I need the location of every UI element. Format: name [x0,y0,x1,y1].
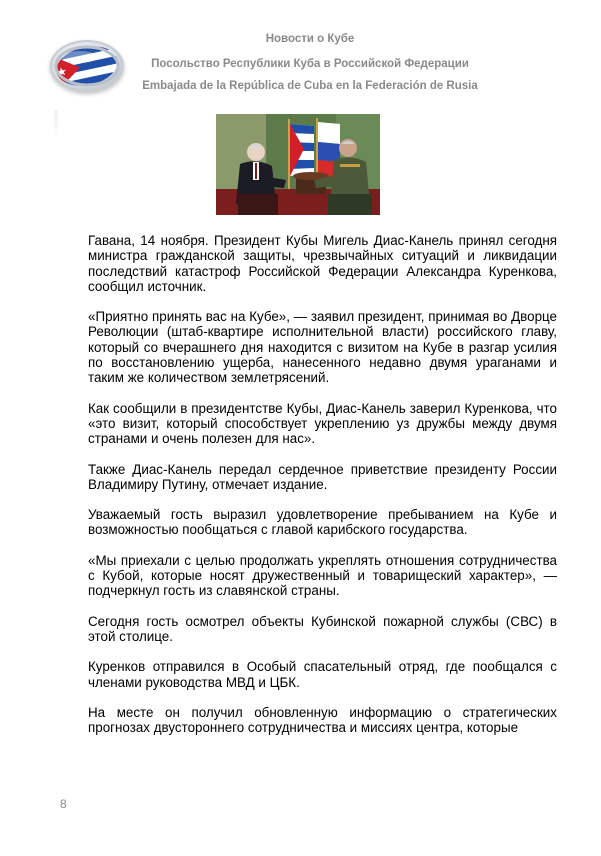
article-paragraph: Уважаемый гость выразил удовлетворение пребыванием на Кубе и возможностью пообщаться с главой карибского государства. [88,507,557,538]
header-embassy-ru: Посольство Республики Куба в Российской Федерации [151,58,469,70]
page-number: 8 [60,797,67,811]
article-paragraph: Также Диас-Канель передал сердечное приветствие президенту России Владимиру Путину, отмечает издание. [88,461,557,492]
article-paragraph: Гавана, 14 ноября. Президент Кубы Мигель Диас-Канель принял сегодня министра гражданской защиты, чрезвычайных ситуаций и ликвидации последствий катастроф Российской Федерации Александра Куренкова, сообщил источник. [88,233,557,294]
article-paragraph: На месте он получил обновленную информацию о стратегических прогнозах двустороннего сотрудничества и миссиях центра, которые [88,704,557,736]
article-paragraph: «Приятно принять вас на Кубе», — заявил президент, принимая во Дворце Революции (штаб-квартире исполнительной власти) российского главу, который со вчерашнего дня находится с визитом на Кубе в разгар усилия по восстановлению ущерба, нанесенного недавно двумя ураганами и таким же количеством землетрясений. [88,309,557,386]
article-paragraph: Как сообщили в президентстве Кубы, Диас-Канель заверил Куренкова, что «это визит, который способствует укреплению уз дружбы между двумя странами и очень полезен для нас». [88,400,557,447]
logo-reflection [54,110,58,140]
article-paragraph: «Мы приехали с целью продолжать укреплять отношения сотрудничества с Кубой, которые носят дружественный и товарищеский характер», — подчеркнул гость из славянской страны. [88,552,557,599]
header-embassy-es: Embajada de la República de Cuba en la Federación de Rusia [142,80,478,92]
cuban-flag-logo-icon [50,40,124,92]
meeting-photo-icon [216,114,380,215]
article-body [88,233,557,750]
article-paragraph: Куренков отправился в Особый спасательный отряд, где пообщался с членами руководства МВД и ЦБК. [88,659,557,690]
article-paragraph: Сегодня гость осмотрел объекты Кубинской пожарной службы (СВС) в этой столице. [88,613,557,644]
header-title: Новости о Кубе [265,33,355,45]
